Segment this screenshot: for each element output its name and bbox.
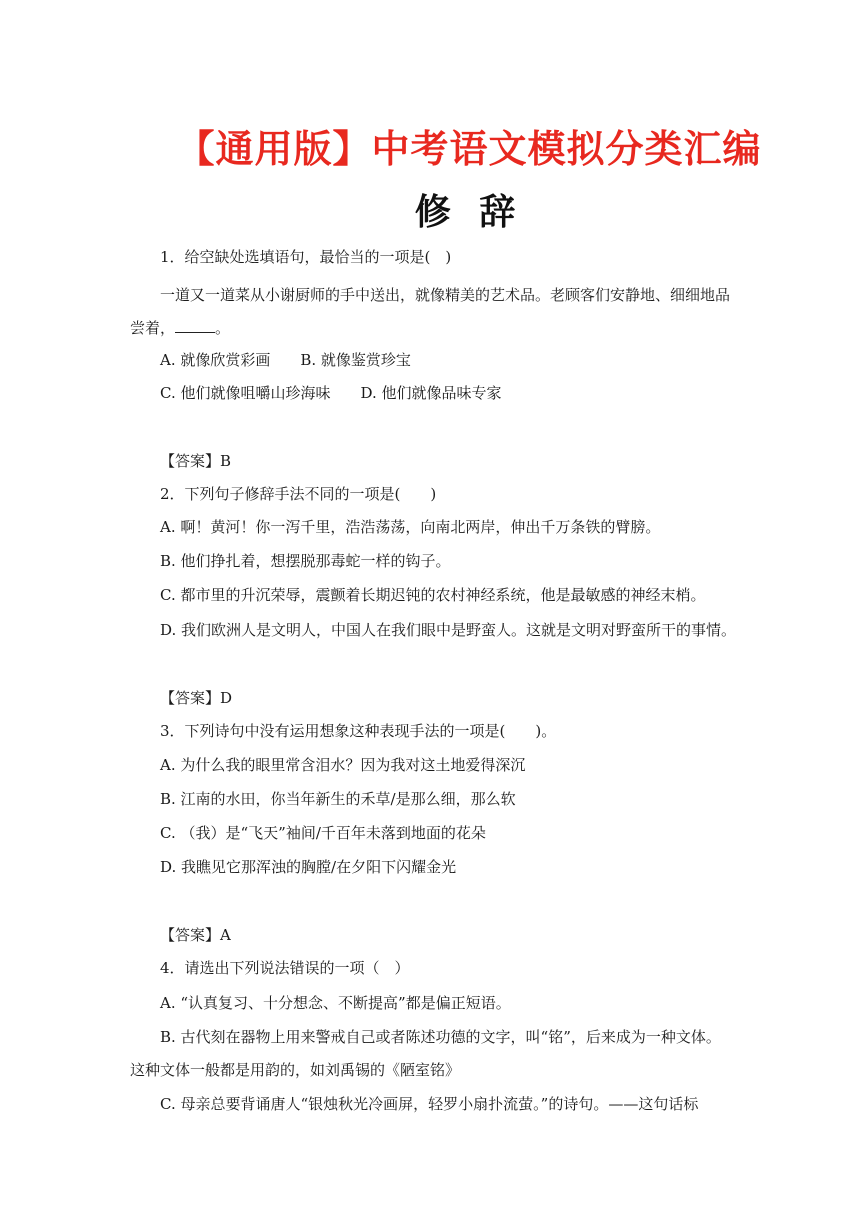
q2-answer: 【答案】D (160, 689, 233, 707)
q4-option-b-line2: 这种文体一般都是用韵的，如刘禹锡的《陋室铭》 (130, 1061, 461, 1079)
document-subtitle: 修 辞 (414, 192, 524, 233)
q3-option-b: B. 江南的水田，你当年新生的禾草/是那么细，那么软 (160, 790, 516, 808)
q3-option-d: D. 我瞧见它那浑浊的胸膛/在夕阳下闪耀金光 (160, 858, 457, 876)
q1-option-b: B. 就像鉴赏珍宝 (300, 351, 411, 369)
q3-option-c: C. （我）是“飞天”袖间/千百年未落到地面的花朵 (160, 824, 486, 842)
q4-option-a: A. “认真复习、十分想念、不断提高”都是偏正短语。 (160, 994, 511, 1012)
q1-passage-line1: 一道又一道菜从小谢厨师的手中送出，就像精美的艺术品。老顾客们安静地、细细地品 (160, 286, 731, 304)
q3-stem: 3．下列诗句中没有运用想象这种表现手法的一项是( )。 (160, 722, 557, 740)
q2-stem: 2．下列句子修辞手法不同的一项是( ) (160, 485, 437, 503)
q1-stem: 1．给空缺处选填语句，最恰当的一项是( ) (160, 248, 452, 266)
q1-options-cd (160, 383, 502, 403)
q3-answer: 【答案】A (160, 926, 231, 944)
q1-answer: 【答案】B (160, 452, 232, 470)
q4-option-b-line1: B. 古代刻在器物上用来警戒自己或者陈述功德的文字，叫“铭”，后来成为一种文体。 (160, 1028, 721, 1046)
q1-option-c: C. 他们就像咀嚼山珍海味 (160, 384, 331, 402)
q1-option-d: D. 他们就像品味专家 (360, 384, 502, 402)
q2-option-a: A. 啊！黄河！你一泻千里，浩浩荡荡，向南北两岸，伸出千万条铁的臂膀。 (160, 518, 661, 536)
q2-option-d: D. 我们欧洲人是文明人，中国人在我们眼中是野蛮人。这就是文明对野蛮所干的事情。 (160, 621, 737, 639)
q1-options-ab (160, 350, 411, 370)
document-title: 【通用版】中考语文模拟分类汇编 (176, 127, 762, 171)
q1-passage-pre: 尝着， (130, 319, 176, 337)
q1-blank (175, 318, 215, 333)
q2-option-b: B. 他们挣扎着，想摆脱那毒蛇一样的钩子。 (160, 552, 451, 570)
q1-passage-post: 。 (215, 319, 231, 337)
q1-option-a: A. 就像欣赏彩画 (160, 351, 271, 369)
q1-passage-line2 (130, 318, 230, 338)
q4-option-c-line1: C. 母亲总要背诵唐人“银烛秋光冷画屏，轻罗小扇扑流萤。”的诗句。——这句话标 (160, 1095, 699, 1113)
q4-stem: 4．请选出下列说法错误的一项（ ） (160, 959, 410, 977)
q3-option-a: A. 为什么我的眼里常含泪水？因为我对这土地爱得深沉 (160, 756, 526, 774)
q2-option-c: C. 都市里的升沉荣辱，震颤着长期迟钝的农村神经系统，他是最敏感的神经末梢。 (160, 586, 706, 604)
